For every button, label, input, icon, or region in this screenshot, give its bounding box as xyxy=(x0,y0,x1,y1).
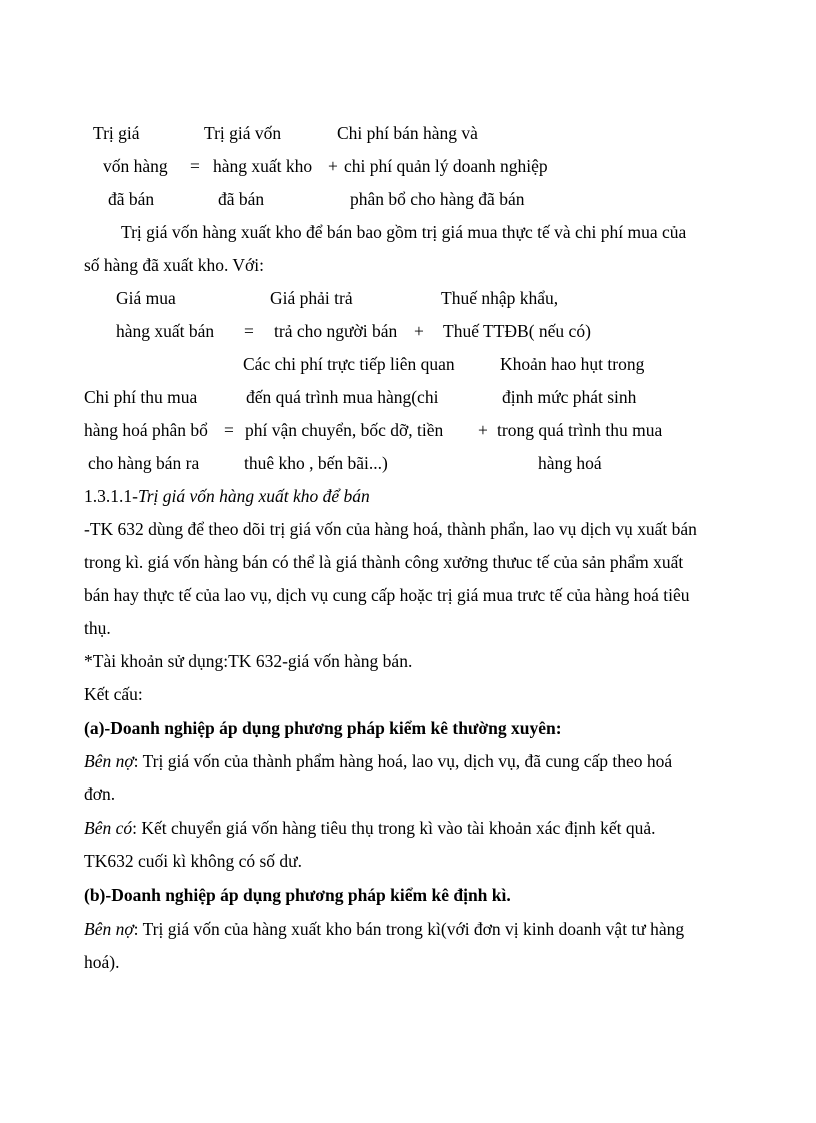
formula3-label-c1: Khoản hao hụt trong xyxy=(500,354,645,374)
formula1-label-a2: vốn hàng xyxy=(103,156,168,176)
case-a-debit-text: : Trị giá vốn của thành phẩm hàng hoá, lao vụ, dịch vụ, đã cung cấp theo hoá xyxy=(133,751,673,771)
formula3-label-a3: hàng hoá phân bổ xyxy=(84,420,208,440)
formula3-label-b2: đến quá trình mua hàng(chi xyxy=(246,387,439,407)
formula3-label-a4: cho hàng bán ra xyxy=(88,453,200,473)
formula1-label-c3: phân bổ cho hàng đã bán xyxy=(350,189,525,209)
case-a-credit xyxy=(84,817,656,839)
formula3-plus: + xyxy=(478,420,488,440)
formula3-label-b1: Các chi phí trực tiếp liên quan xyxy=(243,354,455,374)
structure-label: Kết cấu: xyxy=(84,684,143,704)
tk632-line4: thụ. xyxy=(84,618,111,638)
formula2-label-c1: Thuế nhập khẩu, xyxy=(441,288,559,308)
case-a-heading: (a)-Doanh nghiệp áp dụng phương pháp kiểm kê thường xuyên: xyxy=(84,718,562,738)
section-heading xyxy=(84,485,370,507)
formula3-label-b3: phí vận chuyển, bốc dỡ, tiền xyxy=(245,420,444,440)
formula2-plus: + xyxy=(414,321,424,341)
para1-line1: Trị giá vốn hàng xuất kho để bán bao gồm trị giá mua thực tế và chi phí mua của xyxy=(121,222,687,242)
case-b-heading: (b)-Doanh nghiệp áp dụng phương pháp kiểm kê định kì. xyxy=(84,885,511,905)
tk632-line1: -TK 632 dùng để theo dõi trị giá vốn của hàng hoá, thành phẩn, lao vụ dịch vụ xuất bán xyxy=(84,519,697,539)
formula2-label-a2: hàng xuất bán xyxy=(116,321,215,341)
case-b-debit-text: : Trị giá vốn của hàng xuất kho bán trong kì(với đơn vị kinh doanh vật tư hàng xyxy=(133,919,685,939)
tk632-line3: bán hay thực tế của lao vụ, dịch vụ cung cấp hoặc trị giá mua trưc tế của hàng hoá tiêu xyxy=(84,585,690,605)
formula3-equals: = xyxy=(224,420,234,440)
case-b-debit-label: Bên nợ xyxy=(84,919,134,939)
formula2-label-a1: Giá mua xyxy=(116,288,176,308)
account-used: *Tài khoản sử dụng:TK 632-giá vốn hàng bán. xyxy=(84,651,413,671)
formula3-label-a2: Chi phí thu mua xyxy=(84,387,198,407)
formula2-label-b1: Giá phải trả xyxy=(270,288,353,308)
formula1-label-b3: đã bán xyxy=(218,189,265,209)
formula1-label-a1: Trị giá xyxy=(93,123,140,143)
formula1-label-b2: hàng xuất kho xyxy=(213,156,313,176)
case-a-debit xyxy=(84,750,672,772)
section-number: 1.3.1.1- xyxy=(84,486,138,506)
formula1-label-c1: Chi phí bán hàng và xyxy=(337,123,478,143)
case-b-debit xyxy=(84,918,684,940)
para1-line2: số hàng đã xuất kho. Với: xyxy=(84,255,265,275)
case-a-credit-text: : Kết chuyển giá vốn hàng tiêu thụ trong kì vào tài khoản xác định kết quả. xyxy=(132,818,656,838)
tk632-line2: trong kì. giá vốn hàng bán có thể là giá thành công xưởng thưuc tế của sản phẩm xuất xyxy=(84,552,684,572)
formula1-label-c2: chi phí quản lý doanh nghiệp xyxy=(344,156,548,176)
formula2-equals: = xyxy=(244,321,254,341)
formula3-label-c4: hàng hoá xyxy=(538,453,602,473)
case-b-debit-line2: hoá). xyxy=(84,952,120,972)
formula2-label-b2: trả cho người bán xyxy=(274,321,398,341)
case-a-debit-label: Bên nợ xyxy=(84,751,134,771)
formula2-label-c2: Thuế TTĐB( nếu có) xyxy=(443,321,591,341)
formula1-label-a3: đã bán xyxy=(108,189,155,209)
formula1-plus: + xyxy=(328,156,338,176)
section-title: Trị giá vốn hàng xuất kho để bán xyxy=(137,486,370,506)
formula3-label-c2: định mức phát sinh xyxy=(502,387,637,407)
formula1-equals: = xyxy=(190,156,200,176)
case-a-credit-label: Bên có xyxy=(84,818,133,838)
case-a-debit-line2: đơn. xyxy=(84,784,116,804)
case-a-balance: TK632 cuối kì không có số dư. xyxy=(84,851,303,871)
formula1-label-b1: Trị giá vốn xyxy=(204,123,282,143)
formula3-label-b4: thuê kho , bến bãi...) xyxy=(244,453,388,473)
formula3-label-c3: trong quá trình thu mua xyxy=(497,420,663,440)
